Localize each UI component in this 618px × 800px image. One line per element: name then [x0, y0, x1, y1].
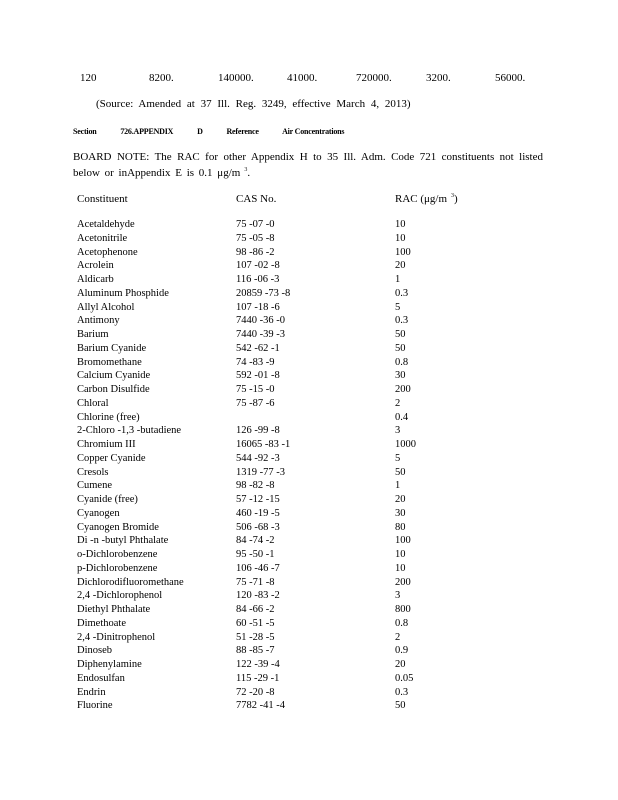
- table-row: [0, 617, 618, 631]
- constituent-cell: 2,4 -Dichlorophenol: [77, 590, 163, 602]
- cas-cell: 106 -46 -7: [236, 562, 280, 574]
- cas-cell: 122 -39 -4: [236, 659, 280, 670]
- table-row: [0, 218, 618, 232]
- constituent-cell: Endosulfan: [77, 672, 125, 684]
- table-row: [0, 507, 618, 521]
- rac-cell: 10: [395, 232, 406, 244]
- cas-cell: 75 -87 -6: [236, 397, 275, 409]
- constituent-cell: 2,4 -Dinitrophenol: [77, 631, 156, 643]
- cas-cell: 74 -83 -9: [236, 356, 275, 368]
- cas-cell: 120 -83 -2: [236, 590, 280, 602]
- cas-cell: 126 -99 -8: [236, 425, 280, 437]
- rac-cell: 20: [395, 260, 406, 272]
- rac-cell: 80: [395, 521, 406, 533]
- constituent-cell: Chlorine (free): [77, 411, 140, 423]
- source-citation: (Source: Amended at 37 Ill. Reg. 3249, effective March 4, 2013): [96, 98, 411, 110]
- constituent-cell: Barium: [77, 329, 109, 340]
- top-number: 120: [80, 72, 97, 84]
- cas-cell: 7440 -39 -3: [236, 329, 285, 340]
- table-row: [0, 534, 618, 548]
- board-note-superscript: 3: [244, 167, 248, 173]
- rac-cell: 0.3: [395, 686, 409, 698]
- rac-cell: 0.8: [395, 356, 409, 368]
- rac-cell: 0.3: [395, 287, 409, 299]
- rac-cell: 200: [395, 384, 411, 395]
- rac-cell: 3: [395, 590, 401, 602]
- constituent-cell: Cresols: [77, 466, 109, 478]
- table-row: [0, 589, 618, 603]
- rac-cell: 3: [395, 425, 401, 437]
- table-row: [0, 342, 618, 356]
- header-rac: [395, 193, 458, 205]
- cas-cell: 20859 -73 -8: [236, 287, 291, 299]
- constituent-cell: Dimethoate: [77, 617, 126, 629]
- constituent-cell: Acetonitrile: [77, 232, 128, 244]
- constituent-table: [0, 218, 618, 713]
- rac-cell: 1: [395, 274, 401, 285]
- table-row: [0, 397, 618, 411]
- top-number: 140000.: [218, 72, 254, 84]
- cas-cell: 60 -51 -5: [236, 617, 275, 629]
- rac-cell: 1000: [395, 439, 416, 450]
- cas-cell: 7782 -41 -4: [236, 700, 285, 712]
- rac-cell: 10: [395, 562, 406, 574]
- constituent-cell: Copper Cyanide: [77, 452, 146, 464]
- rac-cell: 0.9: [395, 645, 409, 657]
- cas-cell: 544 -92 -3: [236, 452, 280, 464]
- board-note-text: BOARD NOTE: The RAC for other Appendix H to 35 Ill. Adm. Code 721 constituents not listed below or inAppendix E is 0.1 μg/m: [73, 151, 543, 179]
- constituent-cell: Fluorine: [77, 700, 113, 712]
- rac-cell: 2: [395, 631, 401, 643]
- section-number: 726.APPENDIX: [120, 127, 174, 136]
- constituent-cell: Carbon Disulfide: [77, 384, 150, 395]
- top-number-row: [0, 72, 618, 86]
- table-row: [0, 273, 618, 287]
- constituent-cell: Diphenylamine: [77, 659, 142, 670]
- rac-cell: 30: [395, 507, 406, 519]
- table-row: [0, 369, 618, 383]
- cas-cell: 542 -62 -1: [236, 342, 280, 354]
- table-row: [0, 493, 618, 507]
- rac-cell: 50: [395, 329, 406, 340]
- constituent-cell: Endrin: [77, 686, 106, 698]
- constituent-cell: Bromomethane: [77, 356, 142, 368]
- constituent-cell: Acrolein: [77, 260, 114, 272]
- table-row: [0, 576, 618, 590]
- table-row: [0, 383, 618, 397]
- constituent-cell: Dichlorodifluoromethane: [77, 576, 184, 588]
- rac-cell: 50: [395, 342, 406, 354]
- rac-cell: 50: [395, 700, 406, 712]
- board-note-end: .: [247, 167, 251, 179]
- section-title: Air Concentrations: [282, 127, 345, 136]
- constituent-cell: p-Dichlorobenzene: [77, 562, 158, 574]
- rac-cell: 30: [395, 370, 406, 382]
- constituent-cell: 2-Chloro -1,3 -butadiene: [77, 425, 182, 437]
- cas-cell: 7440 -36 -0: [236, 315, 285, 327]
- table-row: [0, 314, 618, 328]
- constituent-cell: Cyanide (free): [77, 494, 138, 505]
- cas-cell: 57 -12 -15: [236, 494, 280, 505]
- table-row: [0, 521, 618, 535]
- header-cas: CAS No.: [236, 193, 277, 205]
- top-number: 41000.: [287, 72, 318, 84]
- cas-cell: 592 -01 -8: [236, 370, 280, 382]
- table-row: [0, 479, 618, 493]
- constituent-cell: Dinoseb: [77, 645, 112, 657]
- header-rac-label: RAC (μg/m: [395, 193, 448, 205]
- cas-cell: 98 -82 -8: [236, 480, 275, 492]
- constituent-cell: Aluminum Phosphide: [77, 287, 169, 299]
- table-row: [0, 232, 618, 246]
- table-row: [0, 548, 618, 562]
- constituent-cell: Antimony: [77, 315, 120, 327]
- cas-cell: 84 -74 -2: [236, 535, 275, 547]
- cas-cell: 95 -50 -1: [236, 549, 275, 560]
- rac-cell: 20: [395, 494, 406, 505]
- rac-cell: 2: [395, 397, 401, 409]
- rac-cell: 0.05: [395, 672, 414, 684]
- constituent-cell: Cyanogen Bromide: [77, 521, 159, 533]
- header-rac-end: ): [454, 193, 458, 205]
- table-row: [0, 562, 618, 576]
- constituent-cell: Allyl Alcohol: [77, 301, 135, 313]
- table-row: [0, 686, 618, 700]
- rac-cell: 20: [395, 659, 406, 670]
- table-row: [0, 631, 618, 645]
- constituent-cell: Chloral: [77, 397, 109, 409]
- section-letter: D: [197, 127, 203, 136]
- rac-cell: 200: [395, 576, 411, 588]
- constituent-cell: o-Dichlorobenzene: [77, 549, 158, 560]
- constituent-cell: Calcium Cyanide: [77, 370, 151, 382]
- board-note: [73, 151, 543, 180]
- table-row: [0, 424, 618, 438]
- constituent-cell: Barium Cyanide: [77, 342, 147, 354]
- cas-cell: 75 -71 -8: [236, 576, 275, 588]
- table-row: [0, 259, 618, 273]
- rac-cell: 5: [395, 301, 401, 313]
- rac-cell: 0.4: [395, 411, 409, 423]
- rac-cell: 0.8: [395, 617, 409, 629]
- rac-cell: 5: [395, 452, 401, 464]
- table-row: [0, 603, 618, 617]
- rac-cell: 10: [395, 549, 406, 560]
- cas-cell: 75 -07 -0: [236, 219, 275, 230]
- cas-cell: 88 -85 -7: [236, 645, 275, 657]
- table-row: [0, 438, 618, 452]
- table-row: [0, 658, 618, 672]
- top-number: 8200.: [149, 72, 174, 84]
- constituent-cell: Cumene: [77, 480, 112, 492]
- table-header: [0, 193, 618, 207]
- rac-cell: 50: [395, 466, 406, 478]
- constituent-cell: Cyanogen: [77, 507, 120, 519]
- cas-cell: 75 -15 -0: [236, 384, 275, 395]
- rac-cell: 100: [395, 535, 411, 547]
- cas-cell: 75 -05 -8: [236, 232, 275, 244]
- table-row: [0, 672, 618, 686]
- cas-cell: 72 -20 -8: [236, 686, 275, 698]
- top-number: 720000.: [356, 72, 392, 84]
- cas-cell: 98 -86 -2: [236, 246, 275, 258]
- header-constituent: Constituent: [77, 193, 128, 205]
- cas-cell: 107 -18 -6: [236, 301, 280, 313]
- rac-cell: 800: [395, 604, 411, 615]
- top-number: 56000.: [495, 72, 526, 84]
- table-row: [0, 328, 618, 342]
- cas-cell: 116 -06 -3: [236, 274, 280, 285]
- cas-cell: 16065 -83 -1: [236, 439, 291, 450]
- section-word: Reference: [226, 127, 259, 136]
- constituent-cell: Acetophenone: [77, 246, 138, 258]
- table-row: [0, 246, 618, 260]
- header-rac-superscript: 3: [451, 193, 455, 199]
- rac-cell: 10: [395, 219, 406, 230]
- cas-cell: 84 -66 -2: [236, 604, 275, 615]
- table-row: [0, 452, 618, 466]
- section-label: Section: [73, 127, 97, 136]
- rac-cell: 1: [395, 480, 401, 492]
- table-row: [0, 301, 618, 315]
- cas-cell: 506 -68 -3: [236, 521, 280, 533]
- cas-cell: 460 -19 -5: [236, 507, 280, 519]
- table-row: [0, 411, 618, 425]
- constituent-cell: Chromium III: [77, 439, 136, 450]
- cas-cell: 1319 -77 -3: [236, 466, 285, 478]
- cas-cell: 115 -29 -1: [236, 672, 280, 684]
- cas-cell: 51 -28 -5: [236, 631, 275, 643]
- table-row: [0, 699, 618, 713]
- section-heading: [73, 127, 366, 136]
- constituent-cell: Di -n -butyl Phthalate: [77, 535, 169, 547]
- rac-cell: 0.3: [395, 315, 409, 327]
- table-row: [0, 644, 618, 658]
- constituent-cell: Diethyl Phthalate: [77, 604, 151, 615]
- cas-cell: 107 -02 -8: [236, 260, 280, 272]
- table-row: [0, 466, 618, 480]
- constituent-cell: Acetaldehyde: [77, 219, 135, 230]
- table-row: [0, 356, 618, 370]
- top-number: 3200.: [426, 72, 451, 84]
- constituent-cell: Aldicarb: [77, 274, 114, 285]
- rac-cell: 100: [395, 246, 411, 258]
- table-row: [0, 287, 618, 301]
